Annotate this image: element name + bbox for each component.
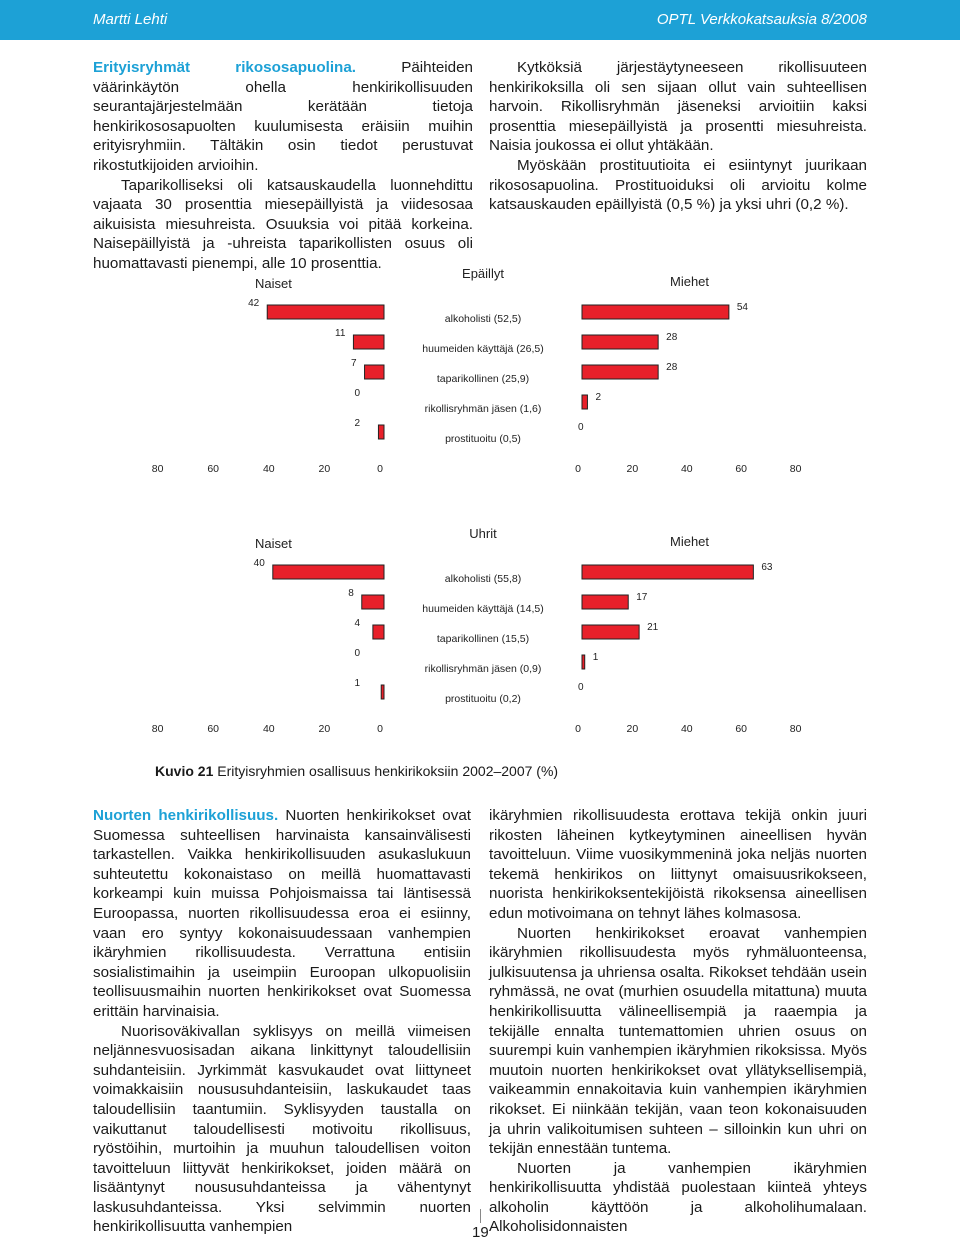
suspects-bar-naiset bbox=[267, 305, 384, 319]
suspects-right-label: Miehet bbox=[670, 274, 710, 289]
suspects-bar-naiset bbox=[353, 335, 384, 349]
suspects-value-naiset: 0 bbox=[354, 388, 360, 399]
top-left-paragraph-1 bbox=[93, 58, 473, 176]
suspects-category-label: huumeiden käyttäjä (26,5) bbox=[422, 343, 544, 355]
bottom-right-column bbox=[489, 806, 867, 1237]
victims-left-label: Naiset bbox=[255, 536, 292, 551]
victims-tick-right: 80 bbox=[789, 723, 802, 735]
suspects-tick-right: 80 bbox=[789, 463, 802, 475]
victims-value-miehet: 0 bbox=[578, 682, 584, 693]
victims-bar-miehet bbox=[582, 565, 753, 579]
victims-bar-miehet bbox=[582, 655, 585, 669]
victims-bar-naiset bbox=[373, 625, 384, 639]
suspects-value-naiset: 11 bbox=[335, 328, 346, 339]
suspects-left-label: Naiset bbox=[255, 276, 292, 291]
suspects-category-label: alkoholisti (52,5) bbox=[444, 313, 522, 325]
suspects-value-miehet: 54 bbox=[736, 302, 749, 313]
victims-value-miehet: 17 bbox=[636, 592, 648, 603]
suspects-value-miehet: 0 bbox=[578, 422, 584, 433]
top-left-paragraph-2: Taparikolliseksi oli katsauskaudella luonnehdittu vajaata 30 prosenttia miesepäillyistä ja viidesosaa aikuisista miesuhreista. Osuuksia voi pitää korkeina. Naisepäillyistä ja -uhreista taparikollisten osuus oli huomattavasti pienempi, alle 10 prosenttia. bbox=[93, 176, 473, 272]
suspects-value-naiset: 7 bbox=[350, 358, 357, 369]
bottom-left-paragraph-1 bbox=[93, 806, 471, 1022]
victims-bar-naiset bbox=[362, 595, 384, 609]
victims-right-label: Miehet bbox=[670, 534, 710, 549]
victims-category-label: prostituoitu (0,2) bbox=[445, 693, 521, 705]
victims-tick-right: 40 bbox=[680, 723, 693, 735]
victims-tick-left: 20 bbox=[318, 723, 331, 735]
section-heading-special-groups: Erityisryhmät rikososapuolina. bbox=[93, 59, 356, 76]
suspects-value-naiset: 42 bbox=[248, 298, 260, 309]
chart-suspects bbox=[0, 260, 960, 490]
victims-category-label: alkoholisti (55,8) bbox=[444, 573, 522, 585]
suspects-bar-naiset bbox=[365, 365, 384, 379]
top-right-paragraph-2: Myöskään prostituutioita ei esiintynyt juurikaan rikososapuolina. Prostituoiduksi oli arvioitu kolme katsauskauden epäillyistä (0,5 %) ja yksi uhri (0,2 %). bbox=[489, 156, 867, 214]
bottom-right-paragraph-2: Nuorten henkirikokset eroavat vanhempien ikäryhmien rikollisuudesta myös ryhmäluonteensa, julkisuutensa ja uhriensa osalta. Rikokset tehdään usein ryhmässä, ne ovat (murhien osuudella mitattuna) muuta henkirikollisuutta välineellisempiä ja raaempia ja tekijälle ennalta tuntemattomien uhrien osuus on suurempi kuin vanhempien ikäryhmien rikoksissa. Myös muutoin nuorten henkirikokset ovat yllätyksellisempiä, vaikeammin ennakoitavia kuin vanhempien ikäryhmien rikokset. Ei niinkään tekijän, vaan teon kokonaisuuden ja uhrin valikoitumisen suhteen – silloinkin kun uhri on tekijän ennestään tuntema. bbox=[489, 924, 867, 1158]
bottom-left-paragraph-2: Nuorisoväkivallan syklisyys on meillä viimeisen neljännesvuosisadan aikana linkittynyt taloudellisiin suhdanteisiin. Jyrkimmät kasvukaudet ovat liittyneet voimakkaisiin noususuhdanteisiin, laskukaudet taas taloudellisiin taantumiin. Syklisyyden taustalla on vaikuttanut taloudellisesti motivoitu rikollisuus, ryöstöihin, murtoihin ja muuhun taloudellisen voiton tavoitteluun liittyvät henkirikokset, joiden määrä on lisääntynyt noususuhdanteissa ja vähentynyt laskusuhdanteissa. Yksi selvimmin nuorten henkirikollisuutta vanhempien bbox=[93, 1022, 471, 1236]
series-title: OPTL Verkkokatsauksia 8/2008 bbox=[656, 11, 867, 28]
page-number-divider bbox=[480, 1209, 481, 1223]
suspects-bar-miehet bbox=[582, 305, 729, 319]
suspects-bar-miehet bbox=[582, 335, 658, 349]
suspects-tick-left: 20 bbox=[318, 463, 331, 475]
caption-label: Kuvio 21 bbox=[155, 763, 214, 779]
suspects-tick-right: 20 bbox=[626, 463, 639, 475]
top-right-paragraph-1: Kytköksiä järjestäytyneeseen rikollisuuteen henkirikoksilla oli sen sijaan ollut vain suhteellisen harvoin. Rikollisryhmän jäseneksi arvioitiin kaksi prosenttia miesepäillyistä ja prosentti miesuhreista. Naisia joukossa ei ollut yhtäkään. bbox=[489, 59, 867, 155]
victims-tick-right: 0 bbox=[575, 723, 581, 735]
bottom-right-paragraph-1: ikäryhmien rikollisuudesta erottava tekijä onkin juuri rikosten läheinen kytkeytyminen aineellisen hyvän tavoitteluun. Viime vuosikymmeninä joka neljäs nuorten tekemä henkirikos on liittynyt omaisuusrikokseen, nuorista henkirikoksentekijöistä rikoksensa aineellisen edun motivoimana on tehnyt lähes kolmasosa. bbox=[489, 807, 867, 922]
suspects-bar-miehet bbox=[582, 395, 587, 409]
section-heading-youth: Nuorten henkirikollisuus. bbox=[93, 807, 279, 824]
victims-value-naiset: 8 bbox=[348, 588, 354, 599]
victims-bar-miehet bbox=[582, 625, 639, 639]
text-span: Päihteiden väärinkäytön ohella henkirikollisuuden seurantajärjestelmään kerätään tietoja henkirikososapuolten kuulumisesta eräisiin muihin erityisryhmiin. Tältäkin osin tiedot perustuvat rikostutkijoiden arvioihin. bbox=[93, 59, 473, 174]
caption-text: Erityisryhmien osallisuus henkirikoksiin 2002–2007 (%) bbox=[213, 763, 559, 779]
top-left-column bbox=[93, 58, 473, 274]
victims-value-naiset: 4 bbox=[354, 618, 360, 629]
suspects-value-naiset: 2 bbox=[354, 418, 360, 429]
suspects-tick-left: 80 bbox=[151, 463, 164, 475]
victims-value-miehet: 63 bbox=[761, 562, 773, 573]
text-span: Nuorten henkirikokset ovat Suomessa suhteellisen harvinaista kansainvälisesti tarkastellen. Vaikka henkirikollisuuden asukaslukuun suhteutettu kokonaistaso on meillä huomattavasti korkeampi kuin muissa Pohjoismaissa tai läntisessä Euroopassa, nuorten rikollisuudessa eroa ei esiinny, vaan ero syntyy kokonaisuudessaan vanhempien ikäryhmien rikollisuudesta. Verrattuna entisiin sosialistimaihin ja useimpiin Euroopan ulkopuolisiin teollisuusmaihin nuorten henkirikokset ovat Suomessa erittäin harvinaisia. bbox=[93, 807, 471, 1020]
victims-bar-naiset bbox=[273, 565, 384, 579]
victims-title: Uhrit bbox=[469, 526, 497, 541]
suspects-tick-right: 0 bbox=[575, 463, 581, 475]
victims-tick-left: 60 bbox=[207, 723, 220, 735]
victims-tick-right: 60 bbox=[735, 723, 748, 735]
suspects-value-miehet: 28 bbox=[666, 362, 678, 373]
victims-tick-right: 20 bbox=[626, 723, 639, 735]
victims-tick-left: 40 bbox=[262, 723, 275, 735]
victims-tick-left: 0 bbox=[377, 723, 383, 735]
suspects-value-miehet: 2 bbox=[595, 392, 602, 403]
suspects-tick-left: 0 bbox=[377, 463, 383, 475]
author-name: Martti Lehti bbox=[93, 11, 168, 28]
chart-victims bbox=[0, 520, 960, 750]
figure-caption bbox=[155, 763, 558, 779]
victims-category-label: taparikollinen (15,5) bbox=[436, 633, 530, 645]
bottom-right-paragraph-3: Nuorten ja vanhempien ikäryhmien henkirikollisuutta yhdistää puolestaan kiinteä yhteys alkoholin käyttöön ja alkoholihumalaan. Alkoholisidonnaisten bbox=[489, 1159, 867, 1236]
victims-value-naiset: 1 bbox=[354, 678, 360, 689]
suspects-tick-right: 60 bbox=[735, 463, 748, 475]
suspects-bar-naiset bbox=[378, 425, 384, 439]
victims-category-label: huumeiden käyttäjä (14,5) bbox=[422, 603, 544, 615]
bottom-left-column bbox=[93, 806, 471, 1237]
victims-value-naiset: 40 bbox=[253, 558, 265, 569]
suspects-title: Epäillyt bbox=[462, 266, 504, 281]
victims-value-naiset: 0 bbox=[354, 648, 360, 659]
suspects-value-miehet: 28 bbox=[666, 332, 678, 343]
suspects-bar-miehet bbox=[582, 365, 658, 379]
top-right-column bbox=[489, 58, 867, 215]
victims-value-miehet: 21 bbox=[647, 622, 659, 633]
victims-bar-naiset bbox=[381, 685, 384, 699]
page-number: 19 bbox=[472, 1224, 489, 1241]
page-header bbox=[0, 0, 960, 40]
suspects-tick-left: 40 bbox=[262, 463, 275, 475]
suspects-category-label: prostituoitu (0,5) bbox=[445, 433, 521, 445]
victims-value-miehet: 1 bbox=[592, 652, 599, 663]
victims-tick-left: 80 bbox=[151, 723, 164, 735]
victims-category-label: rikollisryhmän jäsen (0,9) bbox=[424, 663, 542, 675]
suspects-category-label: rikollisryhmän jäsen (1,6) bbox=[424, 403, 542, 415]
suspects-category-label: taparikollinen (25,9) bbox=[436, 373, 530, 385]
suspects-tick-right: 40 bbox=[680, 463, 693, 475]
victims-bar-miehet bbox=[582, 595, 628, 609]
suspects-tick-left: 60 bbox=[207, 463, 220, 475]
